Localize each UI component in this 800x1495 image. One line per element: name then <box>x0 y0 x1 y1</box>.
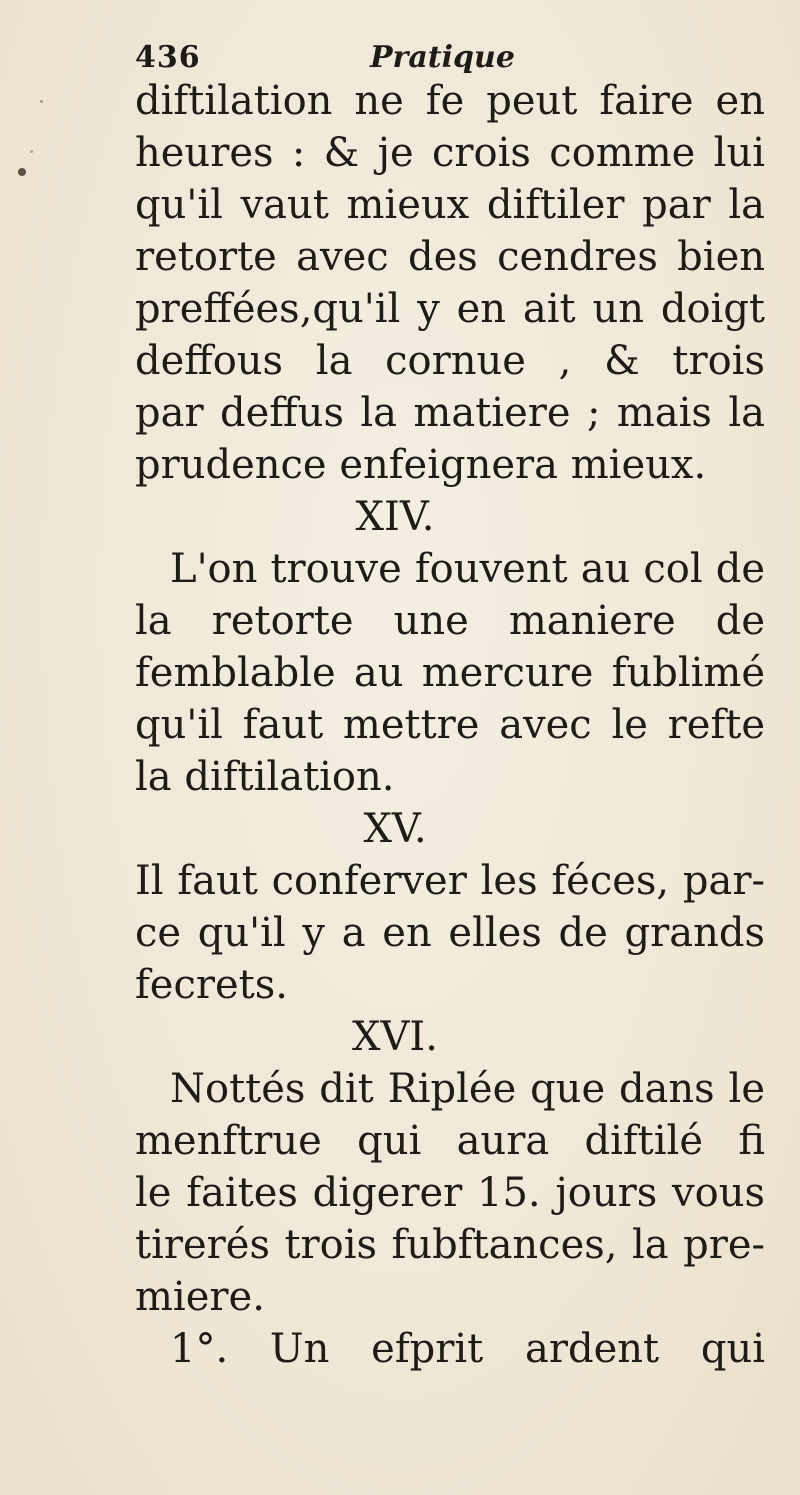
text-line: retorte avec des cendres bien <box>135 234 765 280</box>
text-line: miere. <box>135 1274 265 1320</box>
text-line: Il faut conferver les féces, par- <box>135 858 765 904</box>
text-line: 1°. Un efprit ardent qui <box>170 1326 765 1372</box>
ink-speck <box>18 168 26 176</box>
text-line: tirerés trois fubftances, la pre- <box>135 1222 765 1268</box>
section-number-xiv: XIV. <box>355 494 435 540</box>
section-number-xvi: XVI. <box>352 1014 438 1060</box>
text-line: qu'il vaut mieux diftiler par la <box>135 182 765 228</box>
text-line: femblable au mercure fublimé <box>135 650 765 696</box>
text-line: qu'il faut mettre avec le refte <box>135 702 765 748</box>
section-number-xv: XV. <box>363 806 427 852</box>
text-line: ce qu'il y a en elles de grands <box>135 910 765 956</box>
text-line: preffées,qu'il y en ait un doigt <box>135 286 765 332</box>
text-line: Nottés dit Riplée que dans le <box>170 1066 765 1112</box>
text-line: deffous la cornue , & trois <box>135 338 765 384</box>
text-line: le faites digerer 15. jours vous <box>135 1170 765 1216</box>
ink-speck <box>40 100 43 103</box>
text-line: la retorte une maniere de <box>135 598 765 644</box>
text-line: la diftilation. <box>135 754 395 800</box>
text-line: par deffus la matiere ; mais la <box>135 390 765 436</box>
text-line: prudence enfeignera mieux. <box>135 442 707 488</box>
text-line: fecrets. <box>135 962 288 1008</box>
text-line: menftrue qui aura diftilé fi <box>135 1118 765 1164</box>
ink-speck <box>30 150 33 153</box>
page-number: 436 <box>135 40 201 75</box>
text-line: diftilation ne fe peut faire en <box>135 78 765 124</box>
running-title: Pratique <box>370 40 515 75</box>
text-line: heures : & je crois comme lui <box>135 130 765 176</box>
body-text <box>135 75 765 1375</box>
text-line: L'on trouve fouvent au col de <box>170 546 765 592</box>
